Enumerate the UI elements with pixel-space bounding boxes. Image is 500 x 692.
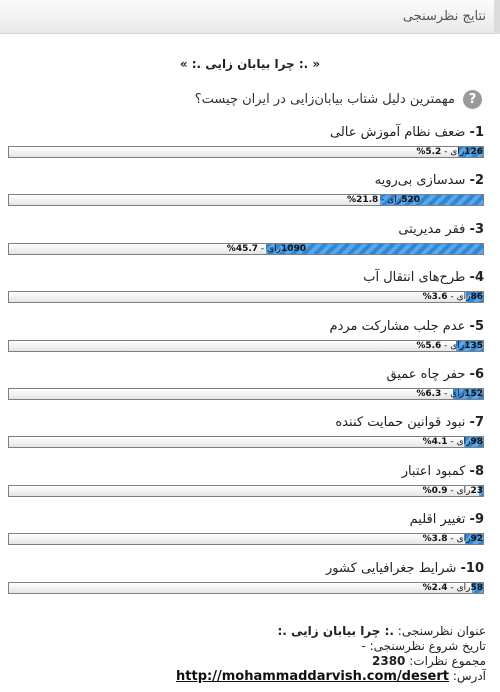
poll-option-votes: 152	[464, 389, 483, 399]
poll-option-stat	[416, 146, 483, 158]
poll-option-label	[363, 270, 484, 285]
footer-address-label: آدرس:	[452, 669, 486, 683]
poll-option-text: سدسازی بی‌رویه	[374, 173, 466, 189]
poll-question	[195, 88, 482, 110]
poll-option-stat	[423, 582, 483, 594]
poll-option-text: تغییر اقلیم	[409, 512, 466, 528]
poll-option-bar	[8, 340, 484, 352]
poll-option-vote-word: رای	[450, 147, 465, 157]
poll-option-percent: 5.6%	[416, 340, 442, 351]
poll-footer	[176, 624, 486, 684]
poll-option-bar	[8, 146, 484, 158]
poll-option-text: شرایط جغرافیایی کشور	[326, 560, 457, 576]
poll-option-bar	[8, 194, 484, 206]
poll-option-votes: 126	[464, 147, 483, 157]
poll-option-text: طرح‌های انتقال آب	[363, 270, 466, 286]
poll-option-separator: -	[447, 292, 457, 303]
footer-poll-title-value: .: چرا بیابان زایی .:	[277, 624, 394, 638]
poll-option-separator: -	[447, 582, 457, 593]
poll-option-label	[335, 415, 484, 430]
poll-option-percent: 21.8%	[347, 195, 379, 206]
poll-option-separator: -	[447, 534, 457, 545]
poll-option-stat	[416, 388, 483, 400]
poll-option-votes: 135	[464, 340, 483, 351]
poll-option-label	[330, 125, 484, 140]
poll-option-percent: 3.6%	[422, 292, 448, 303]
poll-option-stat	[423, 436, 483, 448]
poll-option-text: ضعف نظام آموزش عالی	[329, 125, 466, 140]
results-header-title: نتایج نظرسنجی	[402, 9, 486, 24]
poll-title: « .: چرا بیابان زایی .: »	[179, 57, 321, 71]
poll-option-number: 2-	[469, 173, 484, 189]
poll-option-percent: 5.2%	[416, 147, 442, 157]
poll-option-vote-word: رای	[456, 582, 471, 593]
poll-option-label	[326, 561, 484, 576]
poll-option-vote-word: رای	[387, 195, 402, 206]
footer-total	[176, 654, 486, 669]
poll-option-label	[375, 173, 484, 188]
poll-option-vote-word: رای	[267, 243, 281, 254]
poll-option-text: کمبود اعتبار	[401, 463, 466, 479]
footer-start-date: تاریخ شروع نظرسنجی: -	[361, 639, 486, 653]
footer-address	[176, 669, 486, 684]
footer-total-value: 2380	[372, 654, 406, 668]
poll-option-label	[402, 464, 484, 479]
poll-option-number: 1-	[469, 125, 484, 140]
poll-option-votes: 98	[470, 437, 483, 448]
poll-option-number: 9-	[469, 512, 484, 528]
question-circle-icon: ?	[463, 90, 482, 109]
poll-option-bar	[8, 291, 484, 303]
poll-option-separator: -	[441, 340, 451, 351]
poll-option-bar	[8, 388, 484, 400]
footer-address-link[interactable]: http://mohammaddarvish.com/desert	[176, 669, 449, 684]
poll-option-percent: 3.8%	[422, 534, 448, 545]
poll-option-percent: 45.7%	[226, 243, 259, 254]
poll-option-votes: 92	[470, 534, 483, 545]
poll-question-text: مهمترین دلیل شتاب بیابان‌زایی در ایران چیست؟	[194, 91, 455, 107]
poll-option-text: نبود قوانین حمایت کننده	[335, 415, 466, 431]
poll-option-vote-word: رای	[456, 292, 471, 303]
poll-option-bar	[8, 533, 484, 545]
poll-option-number: 10-	[460, 560, 484, 576]
poll-option-votes: 520	[401, 195, 420, 206]
poll-option-text: حفر چاه عمیق	[386, 367, 466, 382]
poll-option-separator: -	[441, 147, 451, 157]
footer-poll-title-label: عنوان نظرسنجی:	[397, 624, 486, 638]
poll-option-bar	[8, 582, 484, 594]
poll-option-number: 3-	[469, 221, 484, 237]
poll-option-percent: 2.4%	[422, 582, 448, 593]
poll-option-number: 5-	[469, 318, 484, 334]
footer-total-label: مجموع نظرات:	[409, 654, 486, 668]
poll-option-separator: -	[378, 195, 388, 206]
poll-option-percent: 6.3%	[416, 389, 442, 399]
poll-option-label	[398, 222, 484, 237]
poll-option-vote-word: رای	[456, 485, 471, 496]
poll-option-stat	[227, 243, 306, 255]
poll-option-stat	[423, 485, 483, 497]
poll-option-separator: -	[447, 437, 457, 448]
poll-option-text: عدم جلب مشارکت مردم	[329, 318, 466, 334]
poll-option-votes: 58	[470, 582, 483, 593]
poll-option-votes: 1090	[280, 243, 306, 254]
poll-option-votes: 23	[470, 485, 483, 496]
poll-option-percent: 4.1%	[422, 437, 448, 448]
poll-option-separator: -	[441, 389, 451, 399]
poll-option-text: فقر مدیریتی	[398, 221, 466, 237]
poll-option-votes: 86	[470, 292, 483, 303]
poll-option-separator: -	[258, 243, 268, 254]
poll-option-vote-word: رای	[456, 534, 471, 545]
poll-option-stat	[347, 194, 420, 206]
poll-option-stat	[423, 291, 483, 303]
poll-option-bar	[8, 243, 484, 255]
poll-option-label	[330, 319, 484, 334]
poll-option-number: 6-	[469, 367, 484, 382]
poll-option-stat	[423, 533, 483, 545]
poll-option-label	[410, 512, 484, 527]
poll-option-separator: -	[447, 485, 457, 496]
poll-option-vote-word: رای	[456, 437, 471, 448]
poll-option-percent: 0.9%	[422, 485, 448, 496]
poll-option-bar	[8, 436, 484, 448]
poll-option-stat	[416, 340, 483, 352]
poll-option-label	[387, 367, 485, 382]
poll-option-vote-word: رای	[450, 389, 465, 399]
poll-option-number: 4-	[469, 270, 484, 286]
footer-poll-title	[176, 624, 486, 639]
poll-option-number: 7-	[469, 415, 484, 431]
results-header	[0, 0, 500, 34]
poll-option-number: 8-	[469, 463, 484, 479]
poll-option-bar	[8, 485, 484, 497]
header-edge	[494, 0, 500, 34]
poll-option-vote-word: رای	[450, 340, 465, 351]
